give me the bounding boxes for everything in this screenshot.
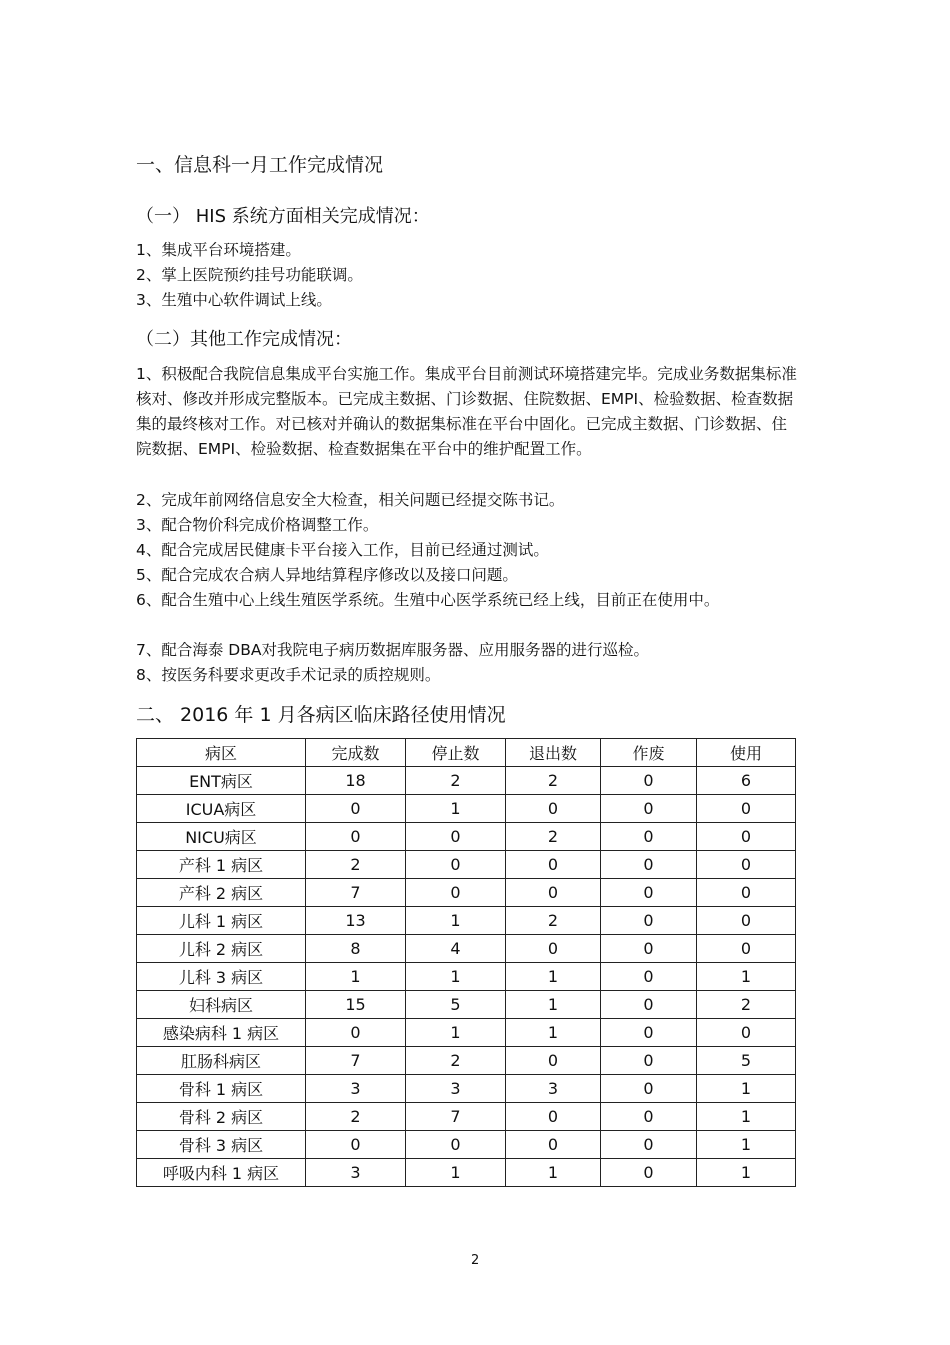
page-number: 2	[471, 1253, 480, 1268]
ward-name-cell: 儿科 1 病区	[137, 907, 306, 935]
table-cell: 0	[601, 935, 697, 963]
table-cell: 7	[306, 1047, 406, 1075]
table-cell: 0	[601, 879, 697, 907]
table-row	[137, 1103, 796, 1131]
table-cell: 0	[506, 935, 601, 963]
list-item: 2、完成年前网络信息安全大检查，相关问题已经提交陈书记。	[136, 491, 565, 509]
table-cell: 1	[506, 1159, 601, 1187]
table-row	[137, 963, 796, 991]
table-cell: 0	[306, 823, 406, 851]
table-cell: 0	[306, 795, 406, 823]
table-cell: 1	[506, 1019, 601, 1047]
table-cell: 0	[406, 851, 506, 879]
table-cell: 0	[306, 1131, 406, 1159]
ward-name-cell: 感染病科 1 病区	[137, 1019, 306, 1047]
table-cell: 0	[601, 851, 697, 879]
ward-name-cell: 骨科 1 病区	[137, 1075, 306, 1103]
table-cell: 4	[406, 935, 506, 963]
table-cell: 0	[601, 1103, 697, 1131]
list-item: 3、生殖中心软件调试上线。	[136, 291, 332, 309]
table-cell: 0	[697, 795, 796, 823]
table-cell: 1	[406, 1159, 506, 1187]
table-cell: 1	[697, 1131, 796, 1159]
list-item: 3、配合物价科完成价格调整工作。	[136, 516, 379, 534]
table-cell: 2	[697, 991, 796, 1019]
table-row	[137, 991, 796, 1019]
list-item: 6、配合生殖中心上线生殖医学系统。生殖中心医学系统已经上线，目前正在使用中。	[136, 591, 720, 609]
table-cell: 2	[306, 851, 406, 879]
table-cell: 1	[697, 1075, 796, 1103]
table-row	[137, 935, 796, 963]
table-cell: 1	[406, 963, 506, 991]
table-row	[137, 1047, 796, 1075]
ward-name-cell: 呼吸内科 1 病区	[137, 1159, 306, 1187]
table-row	[137, 1075, 796, 1103]
table-cell: 0	[406, 1131, 506, 1159]
ward-name-cell: 妇科病区	[137, 991, 306, 1019]
table-cell: 1	[306, 963, 406, 991]
table-row	[137, 795, 796, 823]
column-header: 停止数	[406, 739, 506, 767]
table-cell: 5	[697, 1047, 796, 1075]
ward-name-cell: 产科 1 病区	[137, 851, 306, 879]
table-body	[137, 767, 796, 1187]
table-cell: 1	[697, 963, 796, 991]
table-cell: 2	[306, 1103, 406, 1131]
table-row	[137, 823, 796, 851]
table-cell: 1	[697, 1159, 796, 1187]
ward-name-cell: 骨科 3 病区	[137, 1131, 306, 1159]
table-cell: 15	[306, 991, 406, 1019]
table-cell: 1	[506, 991, 601, 1019]
table-cell: 0	[506, 851, 601, 879]
table-cell: 1	[697, 1103, 796, 1131]
table-cell: 0	[601, 1019, 697, 1047]
table-cell: 1	[406, 1019, 506, 1047]
table-cell: 0	[601, 1075, 697, 1103]
table-cell: 2	[406, 1047, 506, 1075]
table-cell: 0	[601, 795, 697, 823]
column-header: 退出数	[506, 739, 601, 767]
table-row	[137, 851, 796, 879]
table-cell: 1	[406, 795, 506, 823]
table-row	[137, 1159, 796, 1187]
table-row	[137, 1019, 796, 1047]
table-cell: 0	[506, 1047, 601, 1075]
table-cell: 7	[406, 1103, 506, 1131]
list-item: 4、配合完成居民健康卡平台接入工作，目前已经通过测试。	[136, 541, 549, 559]
table-cell: 3	[506, 1075, 601, 1103]
list-item: 8、按医务科要求更改手术记录的质控规则。	[136, 666, 441, 684]
table-header-row	[137, 739, 796, 767]
table-cell: 3	[406, 1075, 506, 1103]
list-item: 1、集成平台环境搭建。	[136, 241, 301, 259]
list-item: 2、掌上医院预约挂号功能联调。	[136, 266, 363, 284]
table-cell: 2	[506, 907, 601, 935]
table-cell: 6	[697, 767, 796, 795]
table-cell: 0	[697, 823, 796, 851]
table-cell: 2	[506, 767, 601, 795]
table-cell: 2	[406, 767, 506, 795]
column-header: 病区	[137, 739, 306, 767]
section1-title: 一、信息科一月工作完成情况	[136, 154, 384, 176]
table-cell: 3	[306, 1159, 406, 1187]
ward-name-cell: NICU病区	[137, 823, 306, 851]
table-row	[137, 767, 796, 795]
table-cell: 0	[406, 823, 506, 851]
table-cell: 0	[406, 879, 506, 907]
column-header: 完成数	[306, 739, 406, 767]
table-cell: 0	[601, 1131, 697, 1159]
list-item: 5、配合完成农合病人异地结算程序修改以及接口问题。	[136, 566, 518, 584]
list-item: 1、积极配合我院信息集成平台实施工作。集成平台目前测试环境搭建完毕。完成业务数据集标准核对、修改并形成完整版本。已完成主数据、门诊数据、住院数据、EMPI、检验数据、检查数据集的最终核对工作。对已核对并确认的数据集标准在平台中固化。已完成主数据、门诊数据、住院数据、EMPI、检验数据、检查数据集在平台中的维护配置工作。	[136, 365, 797, 458]
sub1-title: （一） HIS 系统方面相关完成情况：	[136, 206, 430, 227]
table-row	[137, 907, 796, 935]
sub2-title: （二）其他工作完成情况：	[136, 329, 352, 350]
table-cell: 0	[601, 907, 697, 935]
clinical-path-table	[136, 738, 796, 1187]
table-cell: 0	[306, 1019, 406, 1047]
table-cell: 18	[306, 767, 406, 795]
table-cell: 0	[506, 1103, 601, 1131]
table-cell: 0	[601, 1047, 697, 1075]
table-cell: 5	[406, 991, 506, 1019]
table-cell: 0	[601, 963, 697, 991]
table-cell: 0	[697, 879, 796, 907]
table-cell: 0	[506, 879, 601, 907]
table-cell: 8	[306, 935, 406, 963]
list-item: 7、配合海泰 DBA对我院电子病历数据库服务器、应用服务器的进行巡检。	[136, 641, 649, 659]
table-cell: 0	[697, 907, 796, 935]
table-cell: 0	[601, 991, 697, 1019]
table-cell: 0	[506, 795, 601, 823]
table-cell: 0	[697, 851, 796, 879]
table-cell: 3	[306, 1075, 406, 1103]
table-cell: 1	[406, 907, 506, 935]
table-row	[137, 879, 796, 907]
ward-name-cell: 儿科 3 病区	[137, 963, 306, 991]
table-cell: 0	[601, 823, 697, 851]
column-header: 作废	[601, 739, 697, 767]
table-cell: 1	[506, 963, 601, 991]
ward-name-cell: ICUA病区	[137, 795, 306, 823]
table-cell: 0	[601, 1159, 697, 1187]
table-cell: 2	[506, 823, 601, 851]
ward-name-cell: 骨科 2 病区	[137, 1103, 306, 1131]
column-header: 使用	[697, 739, 796, 767]
ward-name-cell: ENT病区	[137, 767, 306, 795]
table-cell: 7	[306, 879, 406, 907]
table-cell: 13	[306, 907, 406, 935]
table-cell: 0	[697, 935, 796, 963]
ward-name-cell: 产科 2 病区	[137, 879, 306, 907]
ward-name-cell: 儿科 2 病区	[137, 935, 306, 963]
table-cell: 0	[506, 1131, 601, 1159]
ward-name-cell: 肛肠科病区	[137, 1047, 306, 1075]
table-cell: 0	[601, 767, 697, 795]
section2-title: 二、 2016 年 1 月各病区临床路径使用情况	[136, 704, 506, 726]
table-cell: 0	[697, 1019, 796, 1047]
table-row	[137, 1131, 796, 1159]
